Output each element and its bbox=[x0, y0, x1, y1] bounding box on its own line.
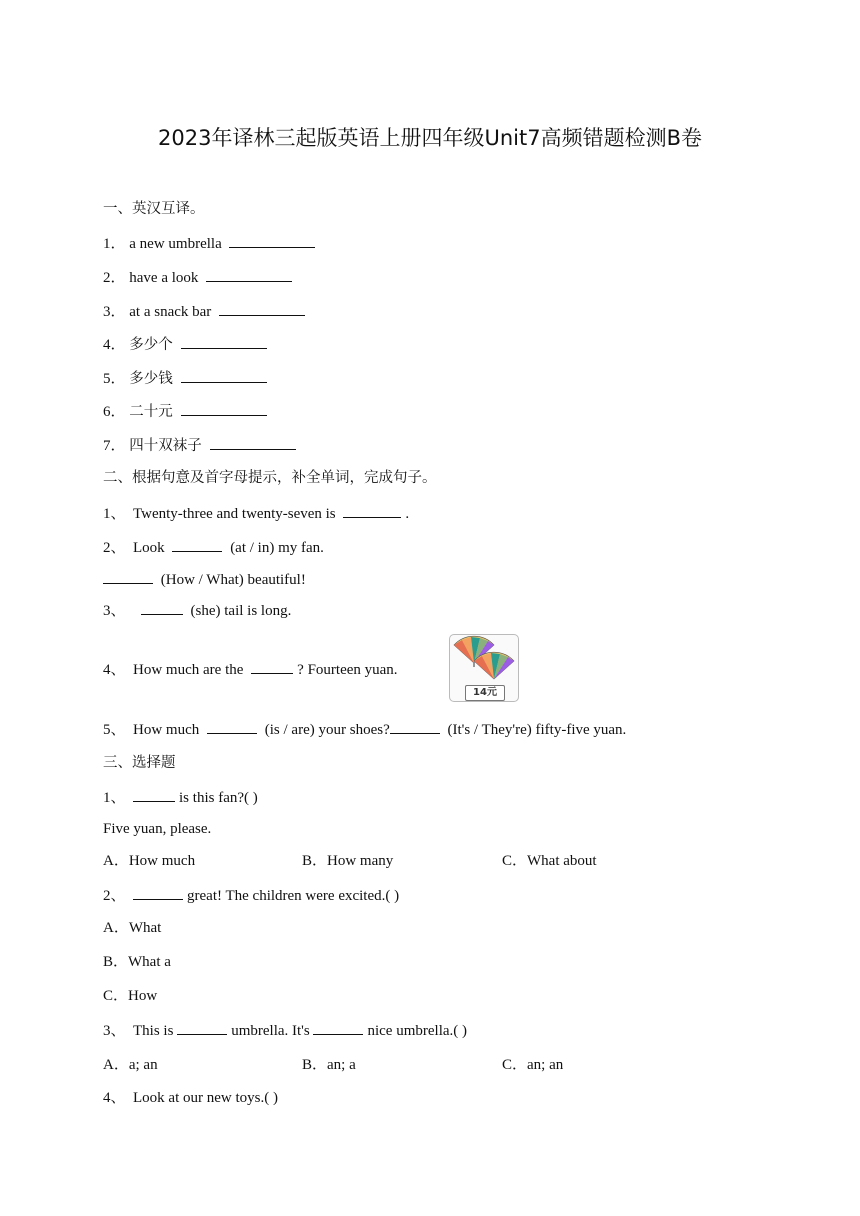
s2-q1 bbox=[103, 503, 409, 524]
q-text: (is / are) your shoes? bbox=[264, 722, 390, 738]
answer-blank[interactable] bbox=[219, 301, 305, 316]
answer-blank[interactable] bbox=[133, 787, 175, 802]
q-text: is this fan?( ) bbox=[179, 790, 258, 806]
s3-q2 bbox=[103, 885, 399, 906]
section2-heading: 二、根据句意及首字母提示，补全单词，完成句子。 bbox=[103, 470, 437, 486]
s1-text: 二十元 bbox=[129, 404, 173, 420]
option-a[interactable]: A．a; an bbox=[103, 1057, 158, 1073]
q-num: 4、 bbox=[103, 1090, 126, 1106]
q-num: 1、 bbox=[103, 790, 126, 806]
s1-num: 2． bbox=[103, 270, 126, 286]
answer-blank[interactable] bbox=[206, 267, 292, 282]
s2-q4 bbox=[103, 659, 398, 680]
option-a[interactable]: A．How much bbox=[103, 853, 196, 869]
s1-item-5 bbox=[103, 368, 271, 389]
q-num: 2、 bbox=[103, 540, 126, 556]
s1-text: at a snack bar bbox=[129, 304, 212, 320]
option-b[interactable]: B．How many bbox=[302, 853, 394, 869]
q-text: Look at our new toys.( ) bbox=[133, 1090, 278, 1106]
q-num: 3、 bbox=[103, 1023, 126, 1039]
s2-q5 bbox=[103, 719, 626, 740]
s1-num: 4． bbox=[103, 337, 126, 353]
q-num: 3、 bbox=[103, 603, 126, 619]
answer-blank[interactable] bbox=[181, 368, 267, 383]
section3-heading: 三、选择题 bbox=[103, 755, 176, 771]
s1-item-7 bbox=[103, 435, 300, 456]
q-text: (How / What) beautiful! bbox=[160, 572, 306, 588]
s1-num: 1． bbox=[103, 236, 126, 252]
s1-item-4 bbox=[103, 334, 271, 355]
answer-blank[interactable] bbox=[172, 537, 222, 552]
option-b[interactable]: B．What a bbox=[103, 954, 171, 970]
answer-blank[interactable] bbox=[133, 885, 183, 900]
s3-q1-line2: Five yuan, please. bbox=[103, 821, 212, 837]
q-text: How much are the bbox=[133, 662, 244, 678]
s1-num: 6． bbox=[103, 404, 126, 420]
q-text: umbrella. It's bbox=[231, 1023, 310, 1039]
s2-q3 bbox=[103, 600, 291, 621]
price-tag: 14元 bbox=[465, 685, 505, 701]
answer-blank[interactable] bbox=[251, 659, 293, 674]
s2-q2-line2 bbox=[103, 569, 306, 590]
s2-q2 bbox=[103, 537, 324, 558]
q-num: 2、 bbox=[103, 888, 126, 904]
s1-text: 四十双袜子 bbox=[129, 438, 202, 454]
answer-blank[interactable] bbox=[141, 600, 183, 615]
s3-q1 bbox=[103, 787, 258, 808]
answer-blank[interactable] bbox=[177, 1020, 227, 1035]
s1-num: 7． bbox=[103, 438, 126, 454]
answer-blank[interactable] bbox=[181, 401, 267, 416]
q-text: . bbox=[405, 506, 410, 522]
q-text: (she) tail is long. bbox=[190, 603, 292, 619]
fan-picture bbox=[449, 634, 519, 702]
answer-blank[interactable] bbox=[207, 719, 257, 734]
answer-blank[interactable] bbox=[229, 233, 315, 248]
s3-q3 bbox=[103, 1020, 467, 1041]
q-text: How much bbox=[133, 722, 200, 738]
s1-text: a new umbrella bbox=[129, 236, 222, 252]
s1-item-6 bbox=[103, 401, 271, 422]
option-c[interactable]: C．How bbox=[103, 988, 158, 1004]
page-title: 2023年译林三起版英语上册四年级Unit7高频错题检测B卷 bbox=[158, 126, 702, 150]
q-text: great! The children were excited.( ) bbox=[187, 888, 400, 904]
q-num: 5、 bbox=[103, 722, 126, 738]
s1-item-1 bbox=[103, 233, 319, 254]
answer-blank[interactable] bbox=[343, 503, 401, 518]
q-text: This is bbox=[133, 1023, 174, 1039]
option-a[interactable]: A．What bbox=[103, 920, 162, 936]
s1-item-2 bbox=[103, 267, 296, 288]
q-text: ? Fourteen yuan. bbox=[297, 662, 398, 678]
q-text: nice umbrella.( ) bbox=[367, 1023, 468, 1039]
fan-icon bbox=[450, 635, 518, 685]
s1-num: 5． bbox=[103, 371, 126, 387]
s1-text: 多少钱 bbox=[129, 371, 173, 387]
option-c[interactable]: C．an; an bbox=[502, 1057, 564, 1073]
answer-blank[interactable] bbox=[313, 1020, 363, 1035]
s1-num: 3． bbox=[103, 304, 126, 320]
section1-heading: 一、英汉互译。 bbox=[103, 201, 205, 217]
q-num: 4、 bbox=[103, 662, 126, 678]
answer-blank[interactable] bbox=[103, 569, 153, 584]
option-c[interactable]: C．What about bbox=[502, 853, 597, 869]
answer-blank[interactable] bbox=[181, 334, 267, 349]
q-text: (at / in) my fan. bbox=[230, 540, 324, 556]
s1-item-3 bbox=[103, 301, 309, 322]
q-text: Look bbox=[133, 540, 165, 556]
q-num: 1、 bbox=[103, 506, 126, 522]
s1-text: 多少个 bbox=[129, 337, 173, 353]
answer-blank[interactable] bbox=[210, 435, 296, 450]
s3-q4 bbox=[103, 1088, 278, 1108]
q-text: Twenty-three and twenty-seven is bbox=[133, 506, 336, 522]
q-text: (It's / They're) fifty-five yuan. bbox=[447, 722, 627, 738]
answer-blank[interactable] bbox=[390, 719, 440, 734]
s1-text: have a look bbox=[129, 270, 199, 286]
option-b[interactable]: B．an; a bbox=[302, 1057, 356, 1073]
